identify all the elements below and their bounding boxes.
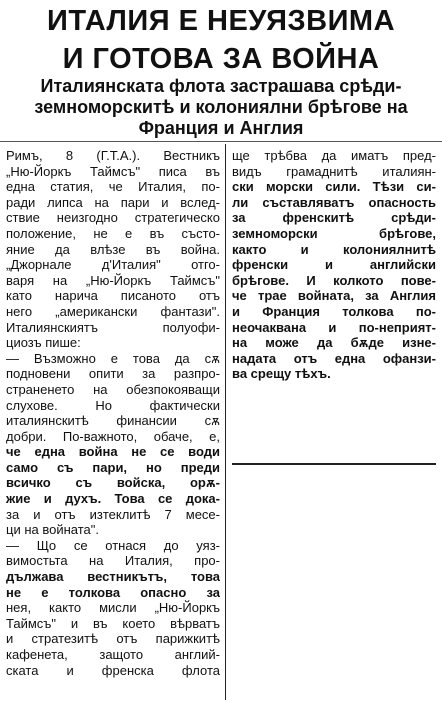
article-line: ци на войната".	[6, 522, 99, 538]
article-line: и Франция толкова по-	[232, 303, 436, 319]
article-line: за френскитѣ срѣди-	[232, 210, 436, 226]
article-line: земноморски брѣгове,	[232, 225, 436, 241]
article-line: не е толкова опасно за	[6, 584, 220, 600]
article-line: неочаквана и по-неприят-	[232, 319, 436, 335]
article-line: ради липса на пари и вслед-	[6, 194, 220, 210]
article-end-rule	[232, 463, 436, 465]
article-line: яние да влѣзе въ война.	[6, 241, 220, 257]
subheadline-line-1: Италиянската флота застрашава срѣди-	[40, 76, 402, 96]
article-line: италиянскитѣ финансии сѫ	[6, 413, 220, 429]
article-line: дължава вестникътъ, това	[6, 569, 220, 585]
article-line: че трае войната, за Англия	[232, 288, 436, 304]
article-line: кафенета, защото англий-	[6, 647, 220, 662]
article-line: ще трѣбва да иматъ пред-	[232, 148, 436, 163]
article-line: подновени опити за разпро-	[6, 366, 220, 382]
article-line: — Що се отнася до уяз-	[6, 537, 220, 553]
article-line: една статия, че Италия, по-	[6, 179, 220, 195]
article-line: слухове. Но фактически	[6, 397, 220, 413]
article-line: Римъ, 8 (Г.Т.А.). Вестникъ	[6, 148, 220, 163]
article-line: жие и духъ. Това се дока-	[6, 491, 220, 507]
article-line: като нарича писаното отъ	[6, 288, 220, 304]
article-line: вимостьта на Италия, про-	[6, 553, 220, 569]
article-column-1	[6, 148, 220, 678]
article-line: варя на „Ню-Йоркъ Таймсъ"	[6, 272, 220, 288]
article-line: и стратезитѣ отъ парижкитѣ	[6, 631, 220, 647]
article-line: на може да бѫде изне-	[232, 335, 436, 351]
article-line: него „американски фантази".	[6, 303, 220, 319]
article-line: за и отъ изтеклитѣ 7 месе-	[6, 506, 220, 522]
top-divider	[0, 141, 442, 142]
article-line: брѣгове. И колкото пове-	[232, 272, 436, 288]
article-line: „Джорнале д'Италия" отго-	[6, 257, 220, 273]
article-line: ската и френска флота	[6, 662, 220, 678]
headline-line-2: И ГОТОВА ЗА ВОЙНА	[62, 43, 380, 75]
article-line: — Възможно е това да сѫ	[6, 350, 220, 366]
headline-line-1: ИТАЛИЯ Е НЕУЯЗВИМА	[46, 5, 396, 37]
article-line: както и колониялнитѣ	[232, 241, 436, 257]
subheadline-line-3: Франция и Англия	[138, 118, 304, 138]
article-line: видъ грамаднитѣ италиян-	[232, 163, 436, 179]
article-line: ствие неизгодно стратегическо	[6, 210, 220, 226]
article-line: всичко съ войска, орѫ-	[6, 475, 220, 491]
subheadline	[4, 76, 438, 139]
article-line: Италиянскиятъ полуофи-	[6, 319, 220, 335]
subheadline-line-2: земноморскитѣ и колониялни брѣгове на	[34, 97, 408, 117]
article-line: страненето на обезпокояващи	[6, 381, 220, 397]
article-line: ли съставляватъ опасность	[232, 194, 436, 210]
article-line: добри. По-важното, обаче, е,	[6, 428, 220, 444]
article-line: циозъ пише:	[6, 335, 81, 351]
article-line: нея, както мисли „Ню-Йоркъ	[6, 600, 220, 616]
article-line: ски морски сили. Тѣзи си-	[232, 179, 436, 195]
headline	[0, 2, 442, 78]
article-column-2	[232, 148, 436, 382]
article-line: френски и английски	[232, 257, 436, 273]
article-line: ва срещу тѣхъ.	[232, 366, 331, 382]
article-line: само съ пари, но преди	[6, 459, 220, 475]
article-line: „Ню-Йоркъ Таймсъ" писа въ	[6, 163, 220, 179]
article-line: Таймсъ" и въ което вѣрватъ	[6, 615, 220, 631]
article-line: положение, не е въ състо-	[6, 225, 220, 241]
article-line: надата отъ една офанзи-	[232, 350, 436, 366]
article-line: че една война не се води	[6, 444, 220, 460]
column-divider	[225, 144, 226, 700]
